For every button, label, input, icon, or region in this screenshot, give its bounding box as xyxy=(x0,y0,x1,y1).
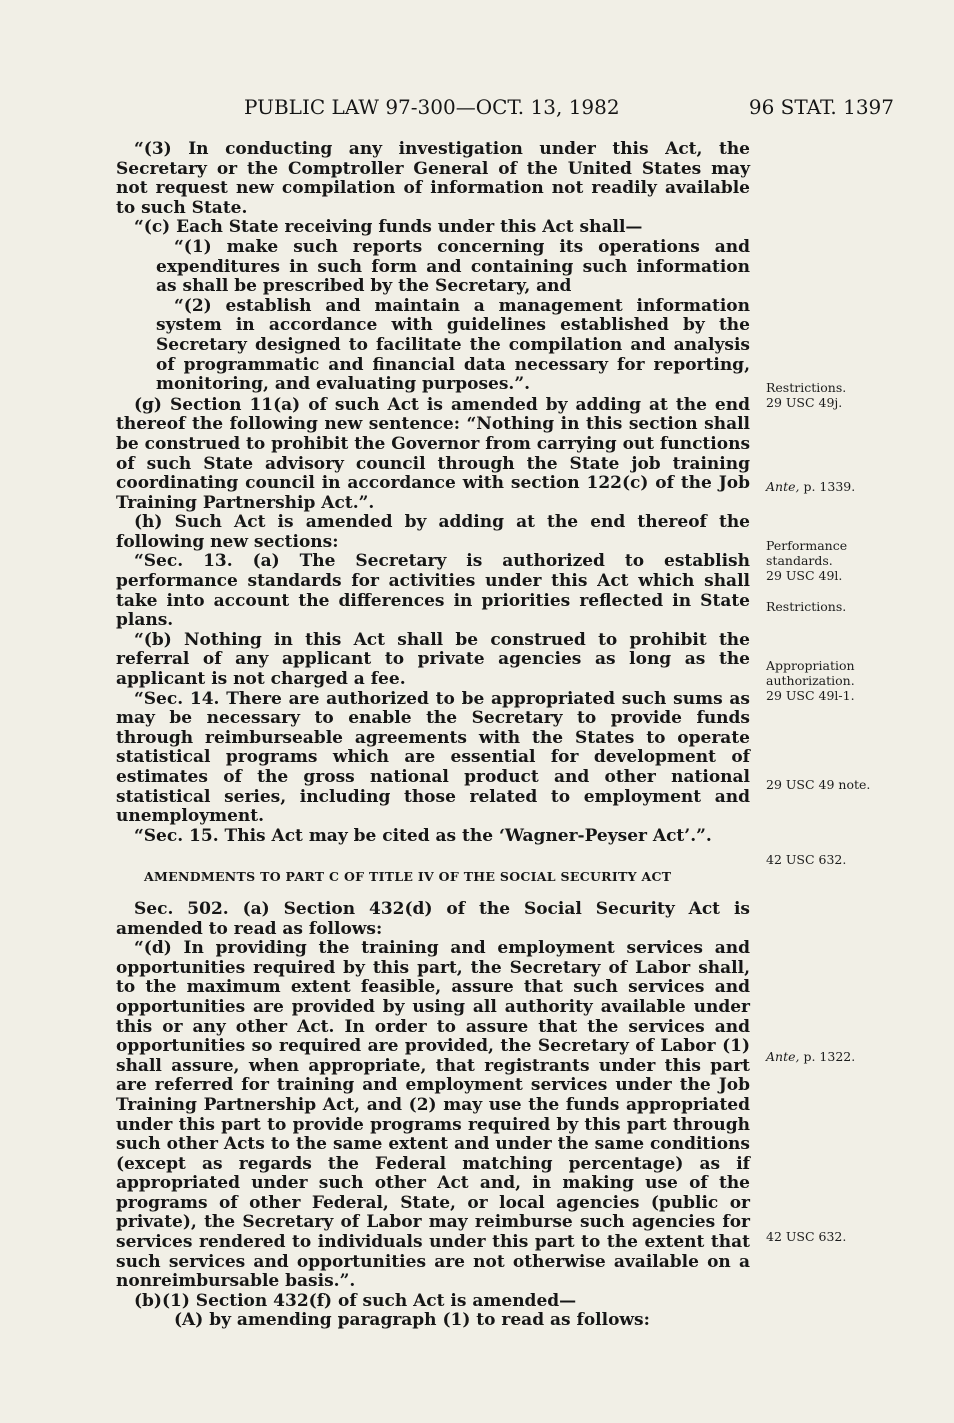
margin-usc-49j: 29 USC 49j. xyxy=(766,395,843,410)
paragraph-subsection-g: (g) Section 11(a) of such Act is amended by adding at the end thereof the following new sentence: “Nothing in this section shall be construed to prohibit the Governor from carrying out functions of such State advisory council through the State job training coordinating council in accordance with section 122(c) of the Job Training Partnership Act.”. xyxy=(116,394,751,513)
margin-performance-label: Performance standards. xyxy=(766,538,848,568)
margin-note-restrictions-2 xyxy=(766,599,896,614)
margin-usc-49l: 29 USC 49l. xyxy=(766,568,843,583)
paragraph-subsection-c: “(c) Each State receiving funds under this Act shall— xyxy=(134,217,643,238)
paragraph-b1: (b)(1) Section 432(f) of such Act is amended— xyxy=(134,1290,577,1311)
page-header xyxy=(244,92,894,122)
paragraph-sec-15: “Sec. 15. This Act may be cited as the ‘Wagner-Peyser Act’.”. xyxy=(134,825,712,846)
margin-ante-1322-label: Ante, xyxy=(766,1049,800,1064)
margin-ante-page: p. 1339. xyxy=(803,479,856,494)
margin-usc-49l1: 29 USC 49l-1. xyxy=(766,688,855,703)
margin-note-usc-49-note xyxy=(766,777,896,792)
margin-note-restrictions-1 xyxy=(766,380,896,410)
paragraph-sec-13b: “(b) Nothing in this Act shall be construed to prohibit the referral of any applicant to private agencies as long as the applicant is not charged a fee. xyxy=(116,629,750,690)
margin-note-performance xyxy=(766,538,876,583)
body-text xyxy=(116,140,750,1331)
margin-usc-49-note: 29 USC 49 note. xyxy=(766,777,871,792)
margin-usc-632-a: 42 USC 632. xyxy=(766,852,847,867)
margin-usc-632-b: 42 USC 632. xyxy=(766,1229,847,1244)
margin-note-ante-1322 xyxy=(766,1049,896,1064)
paragraph-a: (A) by amending paragraph (1) to read as follows: xyxy=(174,1310,650,1331)
paragraph-reports: “(1) make such reports concerning its operations and expenditures in such form and containing such information as shall be prescribed by the Secretary, and xyxy=(156,236,750,297)
margin-restrictions-label: Restrictions. xyxy=(766,380,847,395)
margin-appropriation-label: Appropriation authorization. xyxy=(766,658,855,688)
paragraph-sec-13: “Sec. 13. (a) The Secretary is authorized to establish performance standards for activities under this Act which shall take into account the differences in priorities reflected in State plans. xyxy=(116,551,750,631)
paragraph-management-system: “(2) establish and maintain a management information system in accordance with guidelines established by the Secretary designed to facilitate the compilation and analysis of programmatic and financial data necessary for reporting, monitoring, and evaluating purposes.”. xyxy=(156,295,750,395)
paragraph-sec-14: “Sec. 14. There are authorized to be appropriated such sums as may be necessary to enable the Secretary to provide funds through reimburseable agreements with the States to operate statistical programs which are essential for development of estimates of the gross national product and other national statistical series, including those related to employment and unemployment. xyxy=(116,688,750,827)
paragraph-subsection-h: (h) Such Act is amended by adding at the end thereof the following new sections: xyxy=(116,512,750,552)
margin-note-ante-1339 xyxy=(766,479,896,494)
margin-note-appropriation xyxy=(766,658,876,703)
margin-ante-label: Ante, xyxy=(766,479,800,494)
margin-note-usc-632-a xyxy=(766,852,896,867)
paragraph-subsection-d: “(d) In providing the training and employment services and opportunities required by this part, the Secretary of Labor shall, to the maximum extent feasible, assure that such services and opportunities are provided by using all authority available under this or any other Act. In order to assure that the services and opportunities so required are provided, the Secretary of Labor (1) shall assure, when appropriate, that registrants under this part are referred for training and employment services under the Job Training Partnership Act, and (2) may use the funds appropriated under this part to provide programs required by this part through such other Acts to the same extent and under the same conditions (except as regards the Federal matching percentage) as if appropriated under such other Act and, in making use of the programs of other Federal, State, or local agencies (public or private), the Secretary of Labor may reimburse such agencies for services rendered to individuals under this part to the extent that such services and opportunities are not otherwise available on a nonreimbursable basis.”. xyxy=(116,938,750,1292)
paragraph-sec-502: Sec. 502. (a) Section 432(d) of the Social Security Act is amended to read as follows: xyxy=(116,898,750,939)
header-title: PUBLIC LAW 97-300—OCT. 13, 1982 xyxy=(244,95,620,119)
margin-restrictions-2-label: Restrictions. xyxy=(766,599,847,614)
margin-ante-1322-page: p. 1322. xyxy=(803,1049,856,1064)
header-stat-citation: 96 STAT. 1397 xyxy=(748,95,894,119)
paragraph-investigation: “(3) In conducting any investigation under this Act, the Secretary or the Comptroller General of the United States may not request new compilation of information not readily available to such State. xyxy=(116,139,750,218)
section-heading: AMENDMENTS TO PART C OF TITLE IV OF THE SOCIAL SECURITY ACT xyxy=(144,869,672,885)
margin-note-usc-632-b xyxy=(766,1229,896,1244)
